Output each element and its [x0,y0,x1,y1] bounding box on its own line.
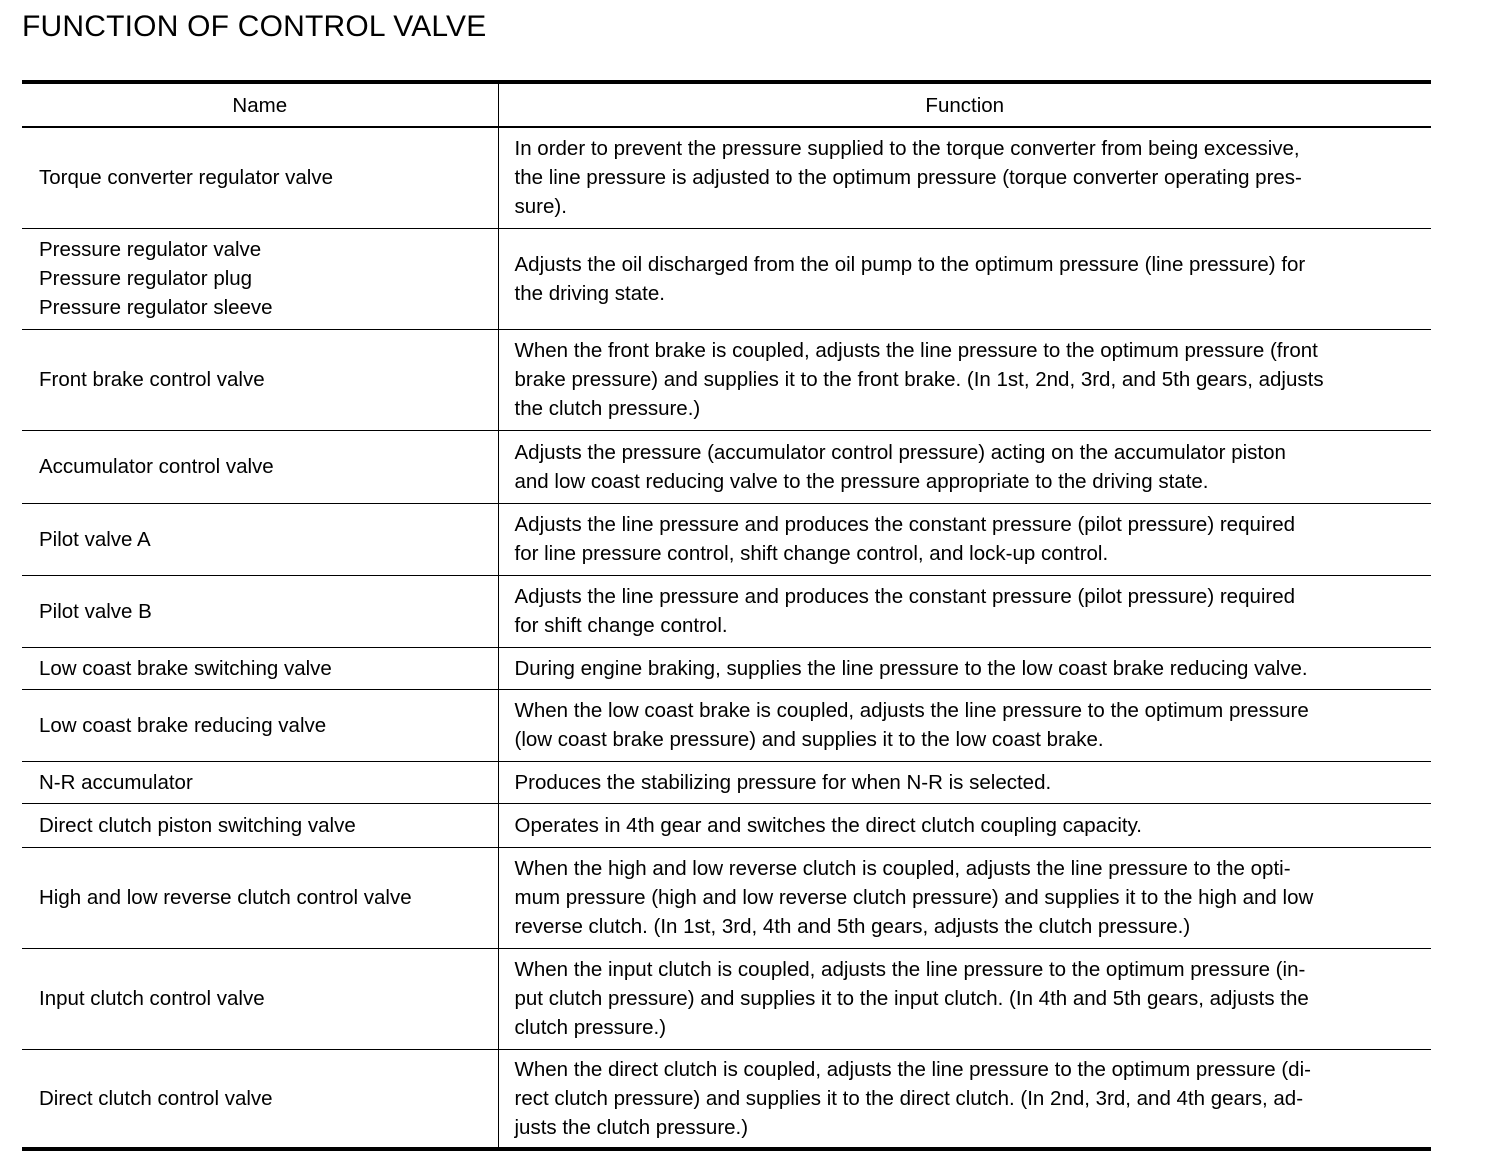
table-row [22,761,1431,803]
valve-name-cell: Front brake control valve [22,329,498,430]
table-row [22,329,1431,430]
valve-function-cell: During engine braking, supplies the line pressure to the low coast brake reducing valve. [498,647,1431,689]
page-title: FUNCTION OF CONTROL VALVE [22,10,487,43]
table-row [22,1049,1431,1149]
table-header-row [22,82,1431,127]
valve-name-cell: Pilot valve A [22,503,498,575]
valve-name-cell: Low coast brake switching valve [22,647,498,689]
valve-function-cell: Operates in 4th gear and switches the direct clutch coupling capacity. [498,803,1431,847]
table-row [22,503,1431,575]
valve-function-cell: When the input clutch is coupled, adjusts the line pressure to the optimum pressure (in- put clutch pressure) and supplies it to the input clutch. (In 4th and 5th gears, adjusts the clutch pressure.) [498,948,1431,1049]
table-row [22,803,1431,847]
column-header-function: Function [498,82,1431,127]
valve-function-cell: In order to prevent the pressure supplied to the torque converter from being excessive, the line pressure is adjusted to the optimum pressure (torque converter operating pres- sure). [498,127,1431,228]
valve-function-cell: Produces the stabilizing pressure for when N-R is selected. [498,761,1431,803]
valve-function-cell: Adjusts the pressure (accumulator control pressure) acting on the accumulator piston and low coast reducing valve to the pressure appropriate to the driving state. [498,430,1431,503]
valve-name-cell: Low coast brake reducing valve [22,689,498,761]
valve-function-cell: Adjusts the line pressure and produces the constant pressure (pilot pressure) required for shift change control. [498,575,1431,647]
table-row [22,948,1431,1049]
valve-name-cell: N-R accumulator [22,761,498,803]
valve-function-cell: When the direct clutch is coupled, adjusts the line pressure to the optimum pressure (di- rect clutch pressure) and supplies it to the direct clutch. (In 2nd, 3rd, and 4th gears, ad- justs the clutch pressure.) [498,1049,1431,1149]
table-row [22,847,1431,948]
valve-name-cell: Input clutch control valve [22,948,498,1049]
valve-name-cell: Pilot valve B [22,575,498,647]
table-row [22,575,1431,647]
valve-name-cell: High and low reverse clutch control valve [22,847,498,948]
table-row [22,647,1431,689]
table-row [22,430,1431,503]
control-valve-table [22,80,1431,1151]
valve-name-cell: Torque converter regulator valve [22,127,498,228]
valve-function-cell: When the front brake is coupled, adjusts the line pressure to the optimum pressure (front brake pressure) and supplies it to the front brake. (In 1st, 2nd, 3rd, and 5th gears, adjusts the clutch pressure.) [498,329,1431,430]
valve-name-cell: Direct clutch piston switching valve [22,803,498,847]
table-row [22,689,1431,761]
valve-name-cell: Accumulator control valve [22,430,498,503]
valve-function-cell: When the high and low reverse clutch is coupled, adjusts the line pressure to the opti- mum pressure (high and low reverse clutch pressure) and supplies it to the high and low reverse clutch. (In 1st, 3rd, 4th and 5th gears, adjusts the clutch pressure.) [498,847,1431,948]
valve-function-cell: Adjusts the line pressure and produces the constant pressure (pilot pressure) required for line pressure control, shift change control, and lock-up control. [498,503,1431,575]
valve-function-cell: Adjusts the oil discharged from the oil pump to the optimum pressure (line pressure) for the driving state. [498,228,1431,329]
valve-function-cell: When the low coast brake is coupled, adjusts the line pressure to the optimum pressure (low coast brake pressure) and supplies it to the low coast brake. [498,689,1431,761]
table-row [22,127,1431,228]
table-row [22,228,1431,329]
column-header-name: Name [22,82,498,127]
valve-name-cell: Pressure regulator valve Pressure regulator plug Pressure regulator sleeve [22,228,498,329]
valve-name-cell: Direct clutch control valve [22,1049,498,1149]
